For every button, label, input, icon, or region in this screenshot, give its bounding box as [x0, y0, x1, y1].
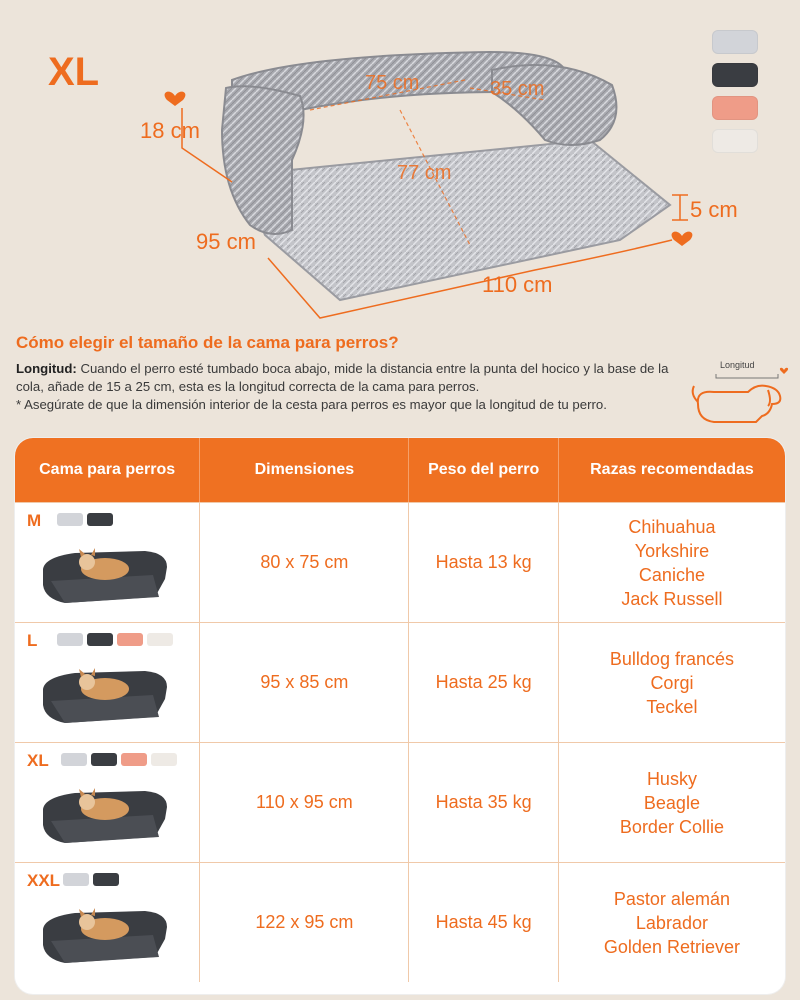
row-color-swatches — [63, 873, 119, 886]
row-color-swatches — [57, 633, 173, 646]
breeds-cell — [559, 743, 785, 862]
heart-icon — [672, 232, 693, 246]
guide-title: Cómo elegir el tamaño de la cama para perros? — [16, 333, 399, 352]
breed-name: Border Collie — [619, 816, 724, 837]
breed-name: Yorkshire — [634, 540, 710, 561]
dim-inner-width: 77 cm — [397, 162, 452, 184]
breed-name: Chihuahua — [628, 516, 716, 537]
length-label: Longitud: — [16, 361, 77, 376]
breed-name: Bulldog francés — [609, 648, 734, 669]
color-swatch-dark-grey[interactable] — [712, 63, 758, 87]
product-cell — [15, 503, 200, 622]
product-cell — [15, 743, 200, 862]
mini-color-swatch[interactable] — [57, 513, 83, 526]
row-color-swatches — [61, 753, 177, 766]
table-header — [15, 438, 785, 502]
breed-name: Teckel — [646, 696, 698, 717]
length-description: Cuando el perro esté tumbado boca abajo, mide la distancia entre la punta del hocico y la base de la cola, añade de 15 a 25 cm, esta es la longitud correcta de la cama para perros. — [16, 361, 669, 394]
table-row — [15, 502, 785, 622]
hero-section — [0, 0, 800, 330]
header-weight: Peso del perro — [409, 438, 558, 502]
color-swatch-light-grey[interactable] — [712, 30, 758, 54]
weight-cell: Hasta 13 kg — [409, 503, 558, 622]
breed-name: Golden Retriever — [603, 936, 740, 957]
product-cell — [15, 623, 200, 742]
dim-inner-length: 75 cm — [365, 72, 420, 94]
dimensions-cell: 95 x 85 cm — [200, 623, 409, 742]
dim-bolster-depth: 35 cm — [490, 78, 545, 100]
product-cell — [15, 863, 200, 982]
mini-color-swatch[interactable] — [121, 753, 147, 766]
weight-cell: Hasta 45 kg — [409, 863, 558, 982]
breed-name: Labrador — [635, 912, 708, 933]
breed-name: Corgi — [650, 672, 694, 693]
breed-name: Pastor alemán — [613, 888, 730, 909]
color-swatches — [712, 30, 758, 162]
row-size-label: XL — [27, 751, 49, 770]
dog-on-bed-image — [35, 659, 185, 734]
heart-icon — [165, 92, 186, 106]
dim-outer-width: 95 cm — [196, 229, 256, 254]
weight-cell: Hasta 25 kg — [409, 623, 558, 742]
mini-color-swatch[interactable] — [147, 633, 173, 646]
mini-color-swatch[interactable] — [61, 753, 87, 766]
dim-outer-length: 110 cm — [482, 272, 553, 297]
dim-cushion-height: 5 cm — [690, 197, 738, 222]
breeds-cell — [559, 503, 785, 622]
header-breeds: Razas recomendadas — [590, 461, 754, 478]
dimensions-cell: 80 x 75 cm — [200, 503, 409, 622]
mini-color-swatch[interactable] — [93, 873, 119, 886]
hero-size-label: XL — [48, 50, 100, 94]
row-color-swatches — [57, 513, 113, 526]
mini-color-swatch[interactable] — [91, 753, 117, 766]
breed-name: Husky — [646, 768, 697, 789]
row-size-label: M — [27, 511, 42, 530]
breed-name: Caniche — [638, 564, 705, 585]
dim-bolster-height: 18 cm — [140, 118, 200, 143]
header-bed: Cama para perros — [15, 438, 200, 502]
header-dimensions: Dimensiones — [200, 438, 409, 502]
table-row — [15, 862, 785, 982]
length-icon-label: Longitud — [720, 360, 755, 370]
breed-name: Jack Russell — [621, 588, 723, 609]
color-swatch-pink[interactable] — [712, 96, 758, 120]
row-size-label: L — [27, 631, 38, 650]
dog-on-bed-image — [35, 899, 185, 974]
guide-text — [16, 360, 686, 414]
dog-length-icon — [686, 356, 794, 432]
size-note: * Asegúrate de que la dimensión interior de la cesta para perros es mayor que la longitud de tu perro. — [16, 397, 607, 412]
breeds-cell — [559, 863, 785, 982]
dog-on-bed-image — [35, 779, 185, 854]
mini-color-swatch[interactable] — [87, 513, 113, 526]
mini-color-swatch[interactable] — [63, 873, 89, 886]
breed-name: Beagle — [643, 792, 700, 813]
breeds-cell — [559, 623, 785, 742]
dimensions-cell: 122 x 95 cm — [200, 863, 409, 982]
mini-color-swatch[interactable] — [117, 633, 143, 646]
table-row — [15, 742, 785, 862]
dimensions-cell: 110 x 95 cm — [200, 743, 409, 862]
dog-on-bed-image — [35, 539, 185, 614]
color-swatch-cream[interactable] — [712, 129, 758, 153]
mini-color-swatch[interactable] — [87, 633, 113, 646]
size-table — [15, 438, 785, 994]
weight-cell: Hasta 35 kg — [409, 743, 558, 862]
table-row — [15, 622, 785, 742]
row-size-label: XXL — [27, 871, 61, 890]
mini-color-swatch[interactable] — [57, 633, 83, 646]
mini-color-swatch[interactable] — [151, 753, 177, 766]
